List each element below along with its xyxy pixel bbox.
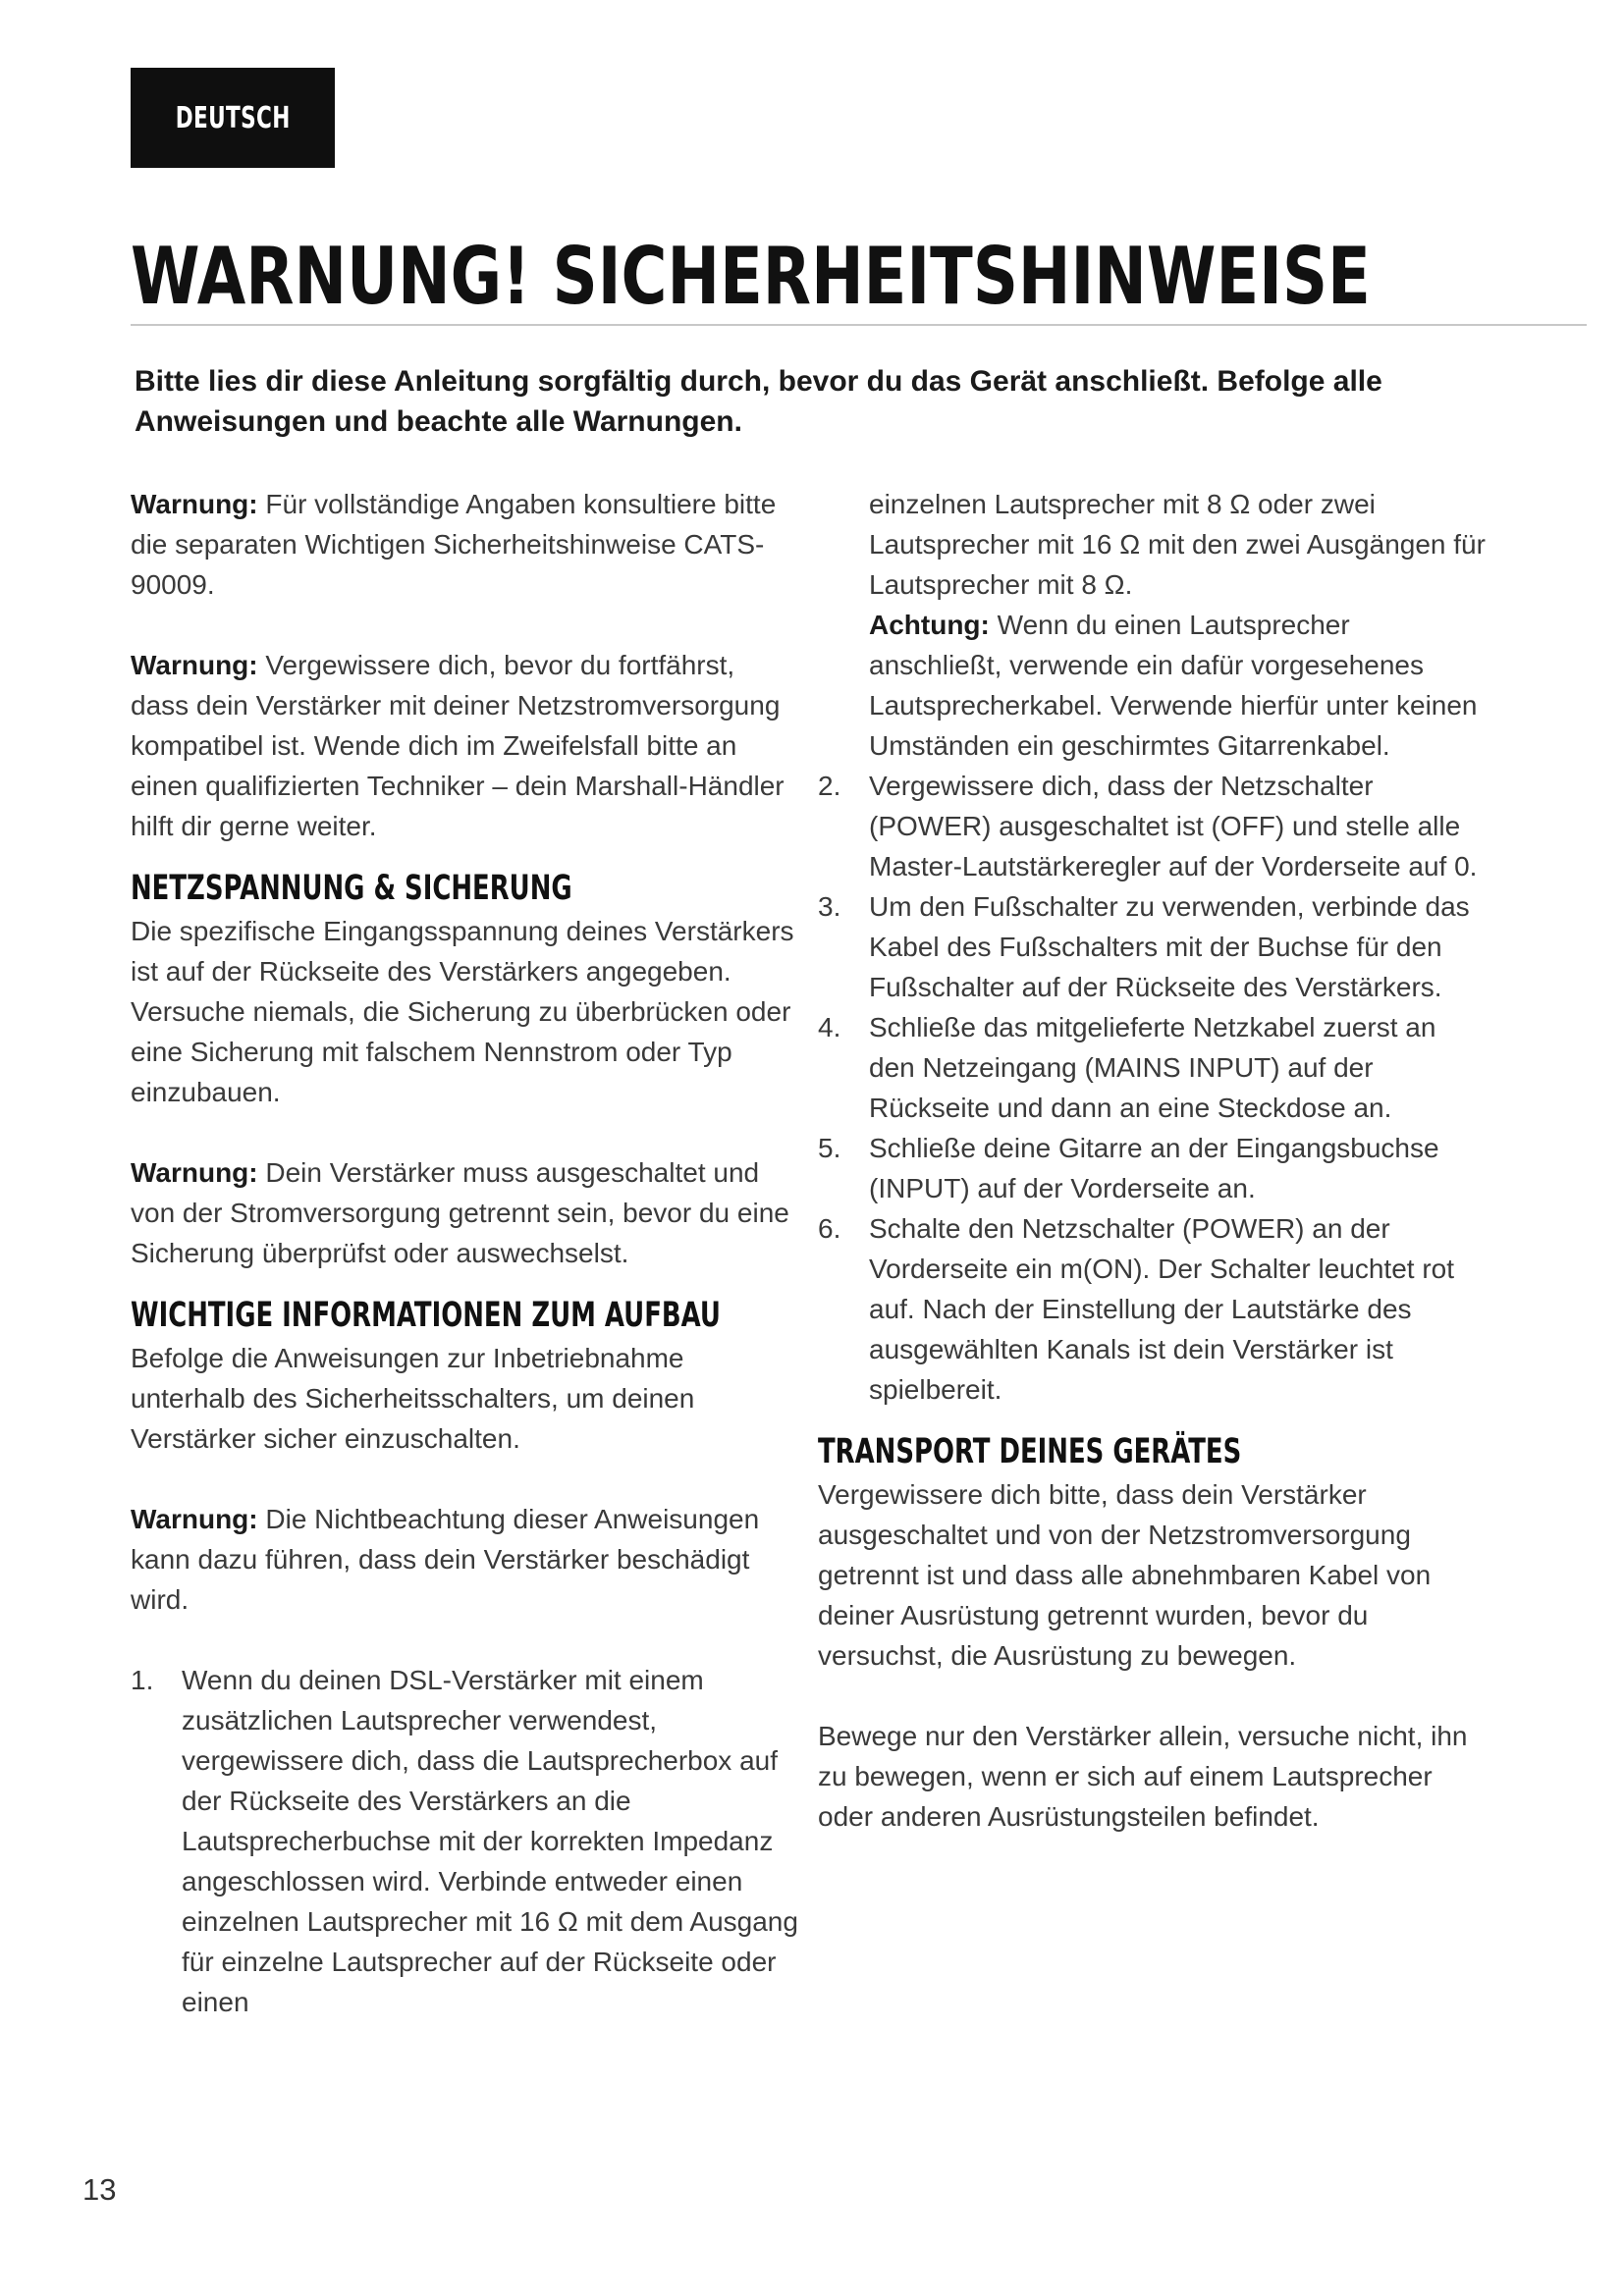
- warning-paragraph: [131, 1152, 798, 1273]
- list-number: 3.: [818, 891, 841, 922]
- list-text: Wenn du deinen DSL-Verstärker mit einem zusätzlichen Lautsprecher verwendest, vergewissere dich, dass die Lautsprecherbox auf der Rückseite des Verstärkers an die Lautsprecherbuchse mit der korrekten Impedanz angeschlossen wird. Verbinde entweder einen einzelnen Lautsprecher mit 16 Ω mit dem Ausgang für einzelne Lautsprecher auf der Rückseite oder einen: [182, 1665, 798, 2017]
- section-heading-setup: WICHTIGE INFORMATIONEN ZUM AUFBAU: [131, 1296, 721, 1335]
- intro-paragraph: Bitte lies dir diese Anleitung sorgfältig durch, bevor du das Gerät anschließt. Befolge alle Anweisungen und beachte alle Warnungen.: [135, 365, 1382, 438]
- list-number: 6.: [818, 1213, 841, 1244]
- caution-text: Wenn du einen Lautsprecher anschließt, verwende ein dafür vorgesehenes Lautsprecherkabel. Verwende hierfür unter keinen Umständen ein geschirmtes Gitarrenkabel.: [869, 610, 1478, 761]
- list-item: [818, 1128, 1486, 1208]
- list-item: [818, 1007, 1486, 1128]
- section-heading-transport: TRANSPORT DEINES GERÄTES: [818, 1432, 1242, 1471]
- setup-paragraph: Befolge die Anweisungen zur Inbetriebnahme unterhalb des Sicherheitsschalters, um deinen Verstärker sicher einzuschalten.: [131, 1343, 695, 1454]
- list-number: 2.: [818, 771, 841, 801]
- warning-label: Warnung:: [131, 650, 258, 680]
- transport-paragraph: Vergewissere dich bitte, dass dein Verstärker ausgeschaltet und von der Netzstromversorgung getrennt ist und dass alle abnehmbaren Kabel von deiner Ausrüstung getrennt wurden, bevor du versuchst, die Ausrüstung zu bewegen.: [818, 1479, 1432, 1671]
- language-tab: [131, 68, 335, 168]
- list-item: [131, 1660, 798, 2022]
- left-column: [131, 484, 798, 2022]
- list-item: [818, 1208, 1486, 1410]
- list-item: [818, 886, 1486, 1007]
- list-number: 4.: [818, 1012, 841, 1042]
- right-column: [818, 484, 1486, 1837]
- warning-label: Warnung:: [131, 1504, 258, 1534]
- mains-paragraph: Die spezifische Eingangsspannung deines Verstärkers ist auf der Rückseite des Verstärkers angegeben. Versuche niemals, die Sicherung zu überbrücken oder eine Sicherung mit falschem Nennstrom oder Typ einzubauen.: [131, 916, 794, 1107]
- page-title: WARNUNG! SICHERHEITSHINWEISE: [131, 231, 1371, 322]
- list-text: Schalte den Netzschalter (POWER) an der Vorderseite ein m(ON). Der Schalter leuchtet rot auf. Nach der Einstellung der Lautstärke des ausgewählten Kanals ist dein Verstärker ist spielbereit.: [869, 1213, 1455, 1405]
- warning-label: Warnung:: [131, 489, 258, 519]
- warning-paragraph: [131, 484, 798, 605]
- warning-paragraph: [131, 645, 798, 846]
- warning-text: Die Nichtbeachtung dieser Anweisungen kann dazu führen, dass dein Verstärker beschädigt wird.: [131, 1504, 760, 1615]
- title-divider: [131, 324, 1587, 326]
- list-text: Vergewissere dich, dass der Netzschalter (POWER) ausgeschaltet ist (OFF) und stelle alle Master-Lautstärkeregler auf der Vorderseite auf 0.: [869, 771, 1478, 881]
- list-item-continuation: einzelnen Lautsprecher mit 8 Ω oder zwei Lautsprecher mit 16 Ω mit den zwei Ausgängen für Lautsprecher mit 8 Ω. Achtung: Wenn du einen Lautsprecher anschließt, verwende ein dafür vorgesehenes Lautsprecherkabel. Verwende hierfür unter keinen Umständen ein geschirmtes Gitarrenkabel.: [869, 489, 1486, 761]
- list-text: Um den Fußschalter zu verwenden, verbinde das Kabel des Fußschalters mit der Buchse für den Fußschalter auf der Rückseite des Verstärkers.: [869, 891, 1470, 1002]
- list-text: Schließe deine Gitarre an der Eingangsbuchse (INPUT) auf der Vorderseite an.: [869, 1133, 1439, 1203]
- list-number: 1.: [131, 1665, 154, 1695]
- list-item: [818, 766, 1486, 886]
- warning-text: Für vollständige Angaben konsultiere bitte die separaten Wichtigen Sicherheitshinweise CATS-90009.: [131, 489, 777, 600]
- section-heading-mains: NETZSPANNUNG & SICHERUNG: [131, 869, 572, 908]
- transport-paragraph: Bewege nur den Verstärker allein, versuche nicht, ihn zu bewegen, wenn er sich auf einem Lautsprecher oder anderen Ausrüstungsteilen befindet.: [818, 1721, 1468, 1832]
- page-number: 13: [82, 2172, 117, 2207]
- warning-text: Vergewissere dich, bevor du fortfährst, dass dein Verstärker mit deiner Netzstromversorgung kompatibel ist. Wende dich im Zweifelsfall bitte an einen qualifizierten Techniker – dein Marshall-Händler hilft dir gerne weiter.: [131, 650, 785, 841]
- warning-paragraph: [131, 1499, 798, 1620]
- language-tab-label: DEUTSCH: [175, 100, 291, 135]
- warning-label: Warnung:: [131, 1157, 258, 1188]
- list-text: Schließe das mitgelieferte Netzkabel zuerst an den Netzeingang (MAINS INPUT) auf der Rückseite und dann an eine Steckdose an.: [869, 1012, 1436, 1123]
- caution-label: Achtung:: [869, 610, 990, 640]
- warning-text: Dein Verstärker muss ausgeschaltet und von der Stromversorgung getrennt sein, bevor du eine Sicherung überprüfst oder auswechselst.: [131, 1157, 789, 1268]
- list-number: 5.: [818, 1133, 841, 1163]
